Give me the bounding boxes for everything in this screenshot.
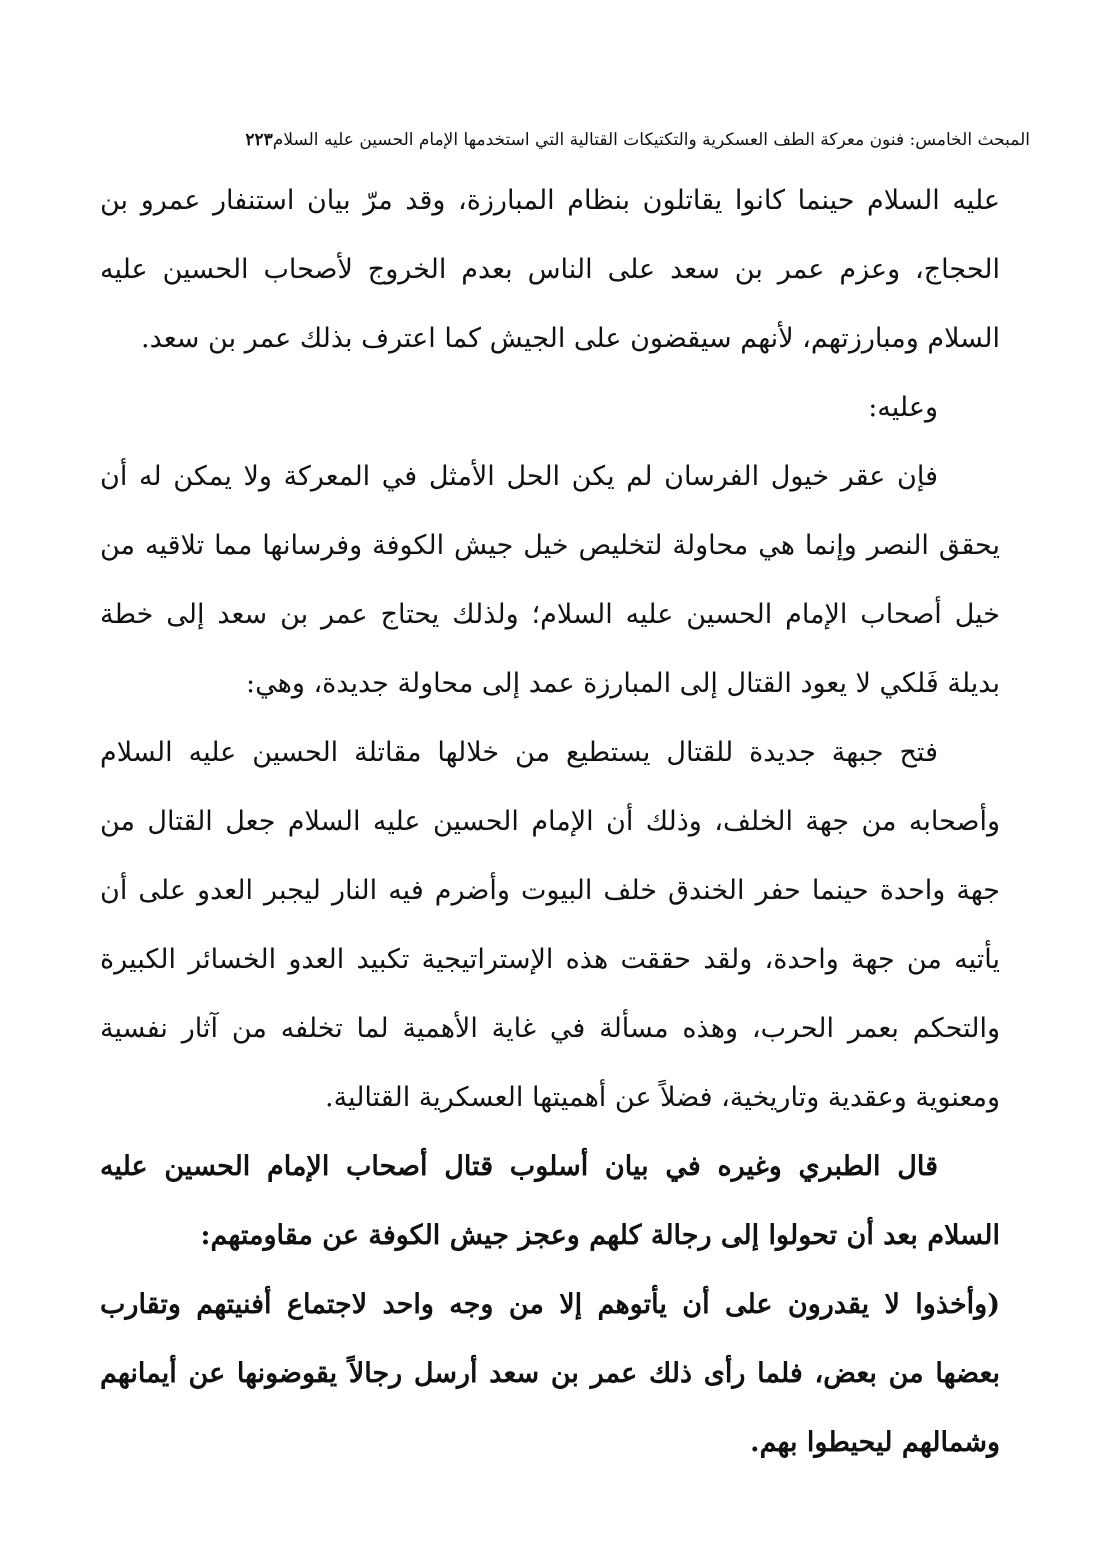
paragraph-tabari-quote: (وأخذوا لا يقدرون على أن يأتوهم إلا من وجه واحد لاجتماع أفنيتهم وتقارب بعضها من بعض، فلما رأى ذلك عمر بن سعد أرسل رجالاً يقوضونها عن أيمانهم وشمالهم ليحيطوا بهم.	[100, 1289, 1000, 1458]
paragraph-tabari-intro: قال الطبري وغيره في بيان أسلوب قتال أصحاب الإمام الحسين عليه السلام بعد أن تحولوا إلى رجالة كلهم وعجز جيش الكوفة عن مقاومتهم:	[100, 1151, 1000, 1251]
paragraph-new-front: فتح جبهة جديدة للقتال يستطيع من خلالها مقاتلة الحسين عليه السلام وأصحابه من جهة الخلف، وذلك أن الإمام الحسين عليه السلام جعل القتال من جهة واحدة حينما حفر الخندق خلف البيوت وأضرم فيه النار ليجبر العدو على أن يأتيه من جهة واحدة، ولقد حققت هذه الإستراتيجية تكبيد العدو الخسائر الكبيرة والتحكم بعمر الحرب، وهذه مسألة في غاية الأهمية لما تخلفه من آثار نفسية ومعنوية وعقدية وتاريخية، فضلاً عن أهميتها العسكرية القتالية.	[100, 737, 1000, 1113]
paragraph-hamstringing-horses: فإن عقر خيول الفرسان لم يكن الحل الأمثل في المعركة ولا يمكن له أن يحقق النصر وإنما هي محاولة لتخليص خيل جيش الكوفة وفرسانها مما تلاقيه من خيل أصحاب الإمام الحسين عليه السلام؛ ولذلك يحتاج عمر بن سعد إلى خطة بديلة فَلكي لا يعود القتال إلى المبارزة عمد إلى محاولة جديدة، وهي:	[100, 461, 1000, 699]
paragraph-therefore: وعليه:	[868, 392, 938, 423]
running-header	[86, 122, 1030, 158]
paragraph-continuation: عليه السلام حينما كانوا يقاتلون بنظام المبارزة، وقد مرّ بيان استنفار عمرو بن الحجاج، وعزم عمر بن سعد على الناس بعدم الخروج لأصحاب الحسين عليه السلام ومبارزتهم، لأنهم سيقضون على الجيش كما اعترف بذلك عمر بن سعد.	[100, 185, 1000, 354]
header-title: المبحث الخامس: فنون معركة الطف العسكرية والتكتيكات القتالية التي استخدمها الإمام الحسين عليه السلام	[272, 130, 1030, 150]
page-number: ٢٢٣	[245, 130, 273, 150]
body-text	[100, 166, 1000, 1477]
